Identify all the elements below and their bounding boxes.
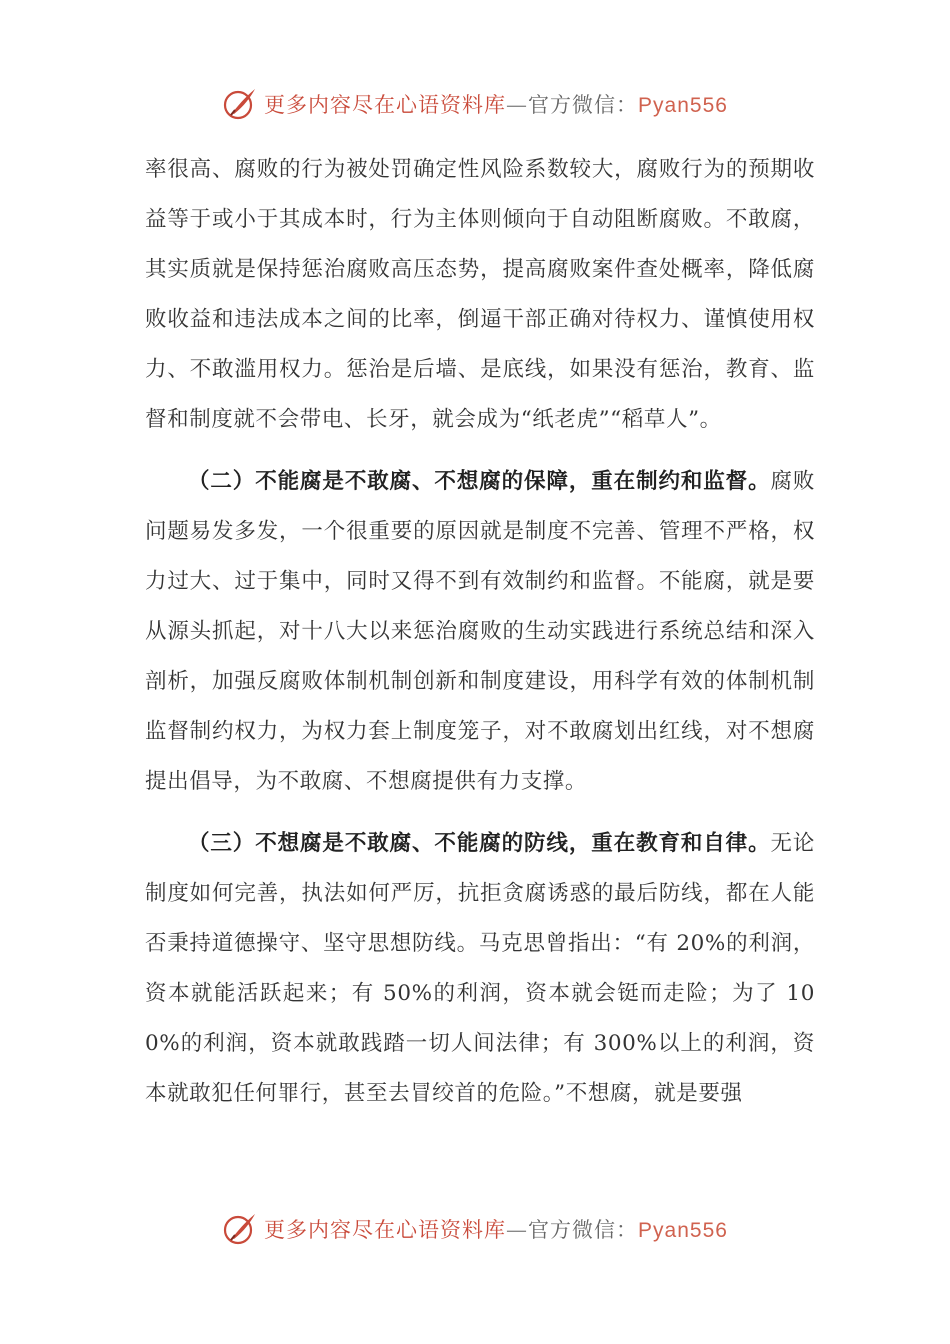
watermark-header-text (264, 89, 728, 119)
watermark-site: 更多内容尽在心语资料库 (264, 1218, 507, 1242)
section-heading: （三）不想腐是不敢腐、不能腐的防线，重在教育和自律。 (188, 831, 771, 856)
watermark-wechat-id: Pyan556 (638, 94, 728, 117)
paragraph-body: 率很高、腐败的行为被处罚确定性风险系数较大，腐败行为的预期收益等于或小于其成本时，行为主体则倾向于自动阻断腐败。不敢腐，其实质就是保持惩治腐败高压态势，提高腐败案件查处概率，降低腐败收益和违法成本之间的比率，倒逼干部正确对待权力、谨慎使用权力、不敢滥用权力。惩治是后墙、是底线，如果没有惩治，教育、监督和制度就不会带电、长牙，就会成为“纸老虎”“稻草人”。 (145, 157, 815, 432)
watermark-site: 更多内容尽在心语资料库 (264, 93, 507, 117)
watermark-contact-label: 官方微信： (528, 1218, 639, 1242)
watermark-wechat-id: Pyan556 (638, 1219, 728, 1242)
paragraph-body: 腐败问题易发多发，一个很重要的原因就是制度不完善、管理不严格，权力过大、过于集中，同时又得不到有效制约和监督。不能腐，就是要从源头抓起，对十八大以来惩治腐败的生动实践进行系统总结和深入剖析，加强反腐败体制机制创新和制度建设，用科学有效的体制机制监督制约权力，为权力套上制度笼子，对不敢腐划出红线，对不想腐提出倡导，为不敢腐、不想腐提供有力支撑。 (145, 469, 816, 794)
watermark-footer-inner (222, 1211, 728, 1247)
watermark-header-inner (222, 86, 728, 122)
watermark-separator: — (506, 93, 529, 117)
quill-logo-icon (222, 86, 258, 122)
document-body (145, 145, 815, 1119)
paragraph-continuation (145, 145, 815, 445)
paragraph-section-2 (145, 457, 815, 807)
watermark-separator: — (506, 1218, 529, 1242)
watermark-footer (0, 1207, 950, 1251)
quill-logo-icon (222, 1211, 258, 1247)
watermark-header (0, 82, 950, 126)
watermark-footer-text (264, 1214, 728, 1244)
paragraph-section-3 (145, 819, 815, 1119)
watermark-contact-label: 官方微信： (528, 93, 639, 117)
section-heading: （二）不能腐是不敢腐、不想腐的保障，重在制约和监督。 (188, 469, 771, 494)
paragraph-body: 无论制度如何完善，执法如何严厉，抗拒贪腐诱惑的最后防线，都在人能否秉持道德操守、坚守思想防线。马克思曾指出：“有 20%的利润，资本就能活跃起来；有 50%的利润，资本就会铤而走险；为了 100%的利润，资本就敢践踏一切人间法律；有 300%以上的利润，资本就敢犯任何罪行，甚至去冒绞首的危险。”不想腐，就是要强 (145, 831, 816, 1106)
